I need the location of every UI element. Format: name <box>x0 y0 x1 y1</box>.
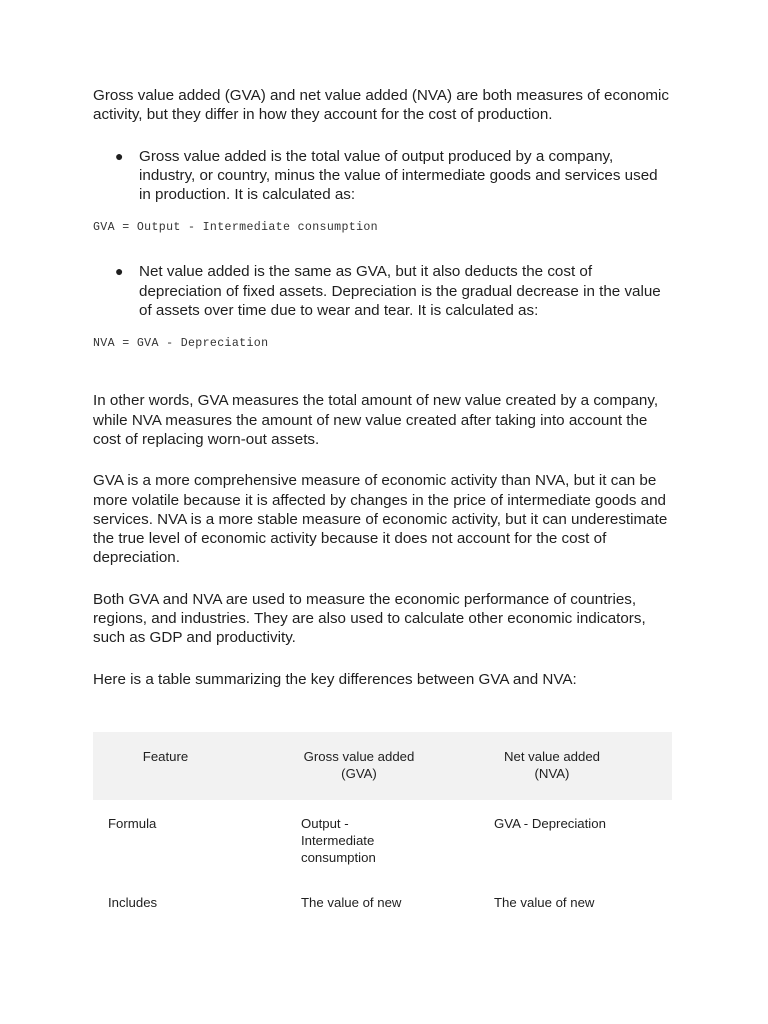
bullet-icon: ● <box>115 147 124 164</box>
bullet-text: Net value added is the same as GVA, but it also deducts the cost of depreciation of fixed assets. Depreciation is the gradual decrease in the value of assets over time due to wear and tear. It is calculated as: <box>139 263 661 320</box>
table-row <box>93 880 672 920</box>
table-cell: The value of new <box>301 895 402 910</box>
table-cell: Formula <box>108 816 157 831</box>
bullet-item-gva <box>93 147 672 205</box>
table-cell: The value of new <box>494 895 595 910</box>
table-cell: Output - Intermediate consumption <box>301 816 376 865</box>
paragraph-usage: Both GVA and NVA are used to measure the economic performance of countries, regions, and industries. They are also used to calculate other economic indicators, such as GDP and productivity. <box>93 590 646 647</box>
table-header-gva: Gross value added (GVA) <box>303 749 415 781</box>
table-row <box>93 800 672 880</box>
table-header-row <box>93 732 672 800</box>
bullet-text: Gross value added is the total value of output produced by a company, industry, or country, minus the value of intermediate goods and services used in production. It is calculated as: <box>139 147 658 204</box>
comparison-table <box>93 732 672 920</box>
formula-gva: GVA = Output - Intermediate consumption <box>93 221 378 235</box>
paragraph-other-words: In other words, GVA measures the total amount of new value created by a company, while NVA measures the amount of new value created after taking into account the cost of replacing worn-out assets. <box>93 392 659 448</box>
bullet-icon: ● <box>115 263 124 280</box>
table-header-feature: Feature <box>142 749 189 764</box>
formula-nva: NVA = GVA - Depreciation <box>93 337 269 351</box>
bullet-item-nva <box>93 262 672 320</box>
table-header-nva: Net value added (NVA) <box>503 749 601 781</box>
document-body <box>93 86 672 689</box>
paragraph-comparison: GVA is a more comprehensive measure of economic activity than NVA, but it can be more volatile because it is affected by changes in the price of intermediate goods and services. NVA is a more stable measure of economic activity, but it can underestimate the true level of economic activity because it does not account for the cost of depreciation. <box>93 472 668 567</box>
table-cell: GVA - Depreciation <box>494 816 606 831</box>
intro-paragraph: Gross value added (GVA) and net value added (NVA) are both measures of economic activity, but they differ in how they account for the cost of production. <box>93 87 670 124</box>
paragraph-table-intro: Here is a table summarizing the key differences between GVA and NVA: <box>93 670 577 688</box>
table-cell: Includes <box>108 895 158 910</box>
